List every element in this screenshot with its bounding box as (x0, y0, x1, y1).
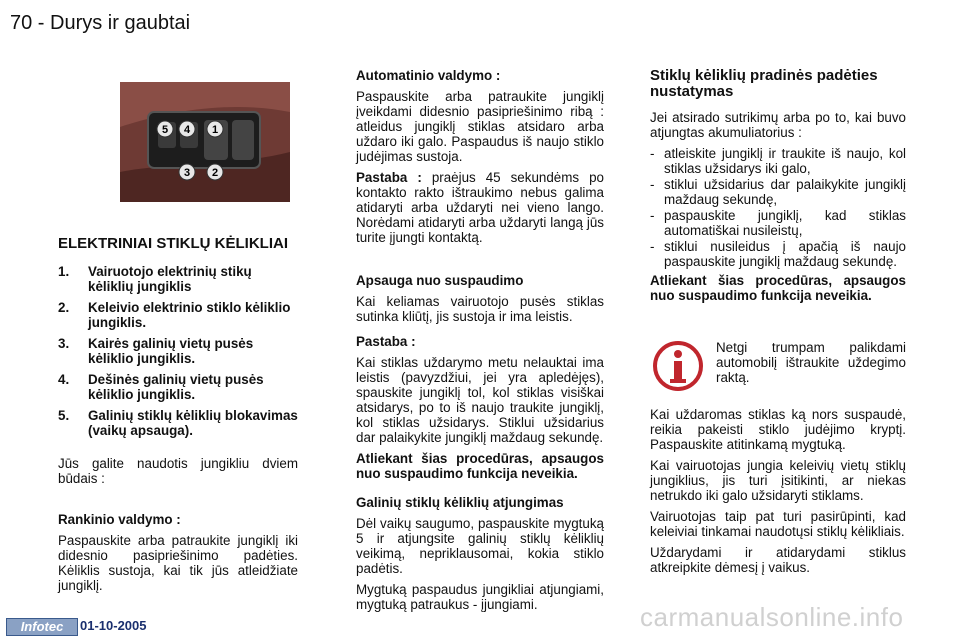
left-column (58, 236, 298, 599)
reset-steps (650, 146, 906, 269)
section-heading: ELEKTRINIAI STIKLŲ KĖLIKLIAI (58, 235, 288, 252)
list-item: - atleiskite jungiklį ir traukite iš naujo, kol stiklas užsidarys iki galo, (650, 146, 906, 176)
photo-label-1: 1 (211, 124, 219, 136)
photo-label-4: 4 (183, 124, 191, 136)
list-item: 1. Vairuotojo elektrinių stikų kėliklių jungiklis (58, 264, 252, 294)
auto-text: Paspauskite arba patraukite jungiklį įveikdami didesnio pasipriešinimo ribą : atleidus jungiklį stiklas atsidaro arba uždaro iki galo. Paspaudus iš naujo stiklo judėjimas sustoja. (356, 89, 604, 164)
note2-title: Pastaba : (356, 334, 416, 349)
right-column (650, 68, 906, 309)
reset-heading: Stiklų kėliklių pradinės padėties nustatymas (650, 67, 878, 100)
note1: Pastaba : praėjus 45 sekundėms po kontakto rakto ištraukimo nebus galima atidaryti arba uždaryti nei vieno lango. Norėdami atidaryti arba uždaryti langą jūs turite įjungti kontaktą. (356, 170, 604, 245)
rear-title: Galinių stiklų kėliklių atjungimas (356, 495, 564, 510)
manual-text: Paspauskite arba patraukite jungiklį iki didesnio pasipriešinimo padėties. Kėliklis sustoja, kai tik jūs atleidžiate jungiklį. (58, 533, 298, 593)
photo-label-3: 3 (183, 167, 191, 179)
infotec-logo: Infotec (6, 618, 78, 636)
list-item: - stiklui užsidarius dar palaikykite jungiklį maždaug sekundę, (650, 177, 906, 207)
pinch-text: Kai keliamas vairuotojo pusės stiklas sutinka kliūtį, jis sustoja ir ima leistis. (356, 294, 604, 324)
paragraph: Vairuotojas taip pat turi pasirūpinti, kad keleiviai tinkamai naudotųsi stiklų kėlikliais. (650, 509, 906, 539)
intro-text: Jūs galite naudotis jungikliu dviem būdais : (58, 456, 298, 486)
rear-text-1: Dėl vaikų saugumo, paspauskite mygtuką 5 ir atjungsite galinių stiklų kėliklių veikimą, nepriklausomai, kokia stiklo padėtis. (356, 516, 604, 576)
photo-label-2: 2 (211, 167, 219, 179)
manual-title: Rankinio valdymo : (58, 512, 181, 527)
middle-column (356, 68, 604, 618)
info-icon (652, 340, 704, 392)
warning-text: Atliekant šias procedūras, apsaugos nuo suspaudimo funkcija neveikia. (650, 273, 906, 303)
right-lower (650, 407, 906, 581)
list-item: 5. Galinių stiklų kėliklių blokavimas (vaikų apsauga). (58, 408, 298, 438)
list-item: - stiklui nusileidus į apačią iš naujo paspauskite jungiklį maždaug sekundę. (650, 239, 906, 269)
reset-intro: Jei atsirado sutrikimų arba po to, kai buvo atjungtas akumuliatorius : (650, 110, 906, 140)
page-title: 70 - Durys ir gaubtai (10, 12, 191, 34)
note2-text: Kai stiklas uždarymo metu nelauktai ima leistis (pavyzdžiui, jei yra apledėjęs), spauskite jungiklį tol, kol stiklas visiškai atsidarys, po to iš naujo traukite jungiklį, kol stiklas užsidarys. Stiklui užsidarius dar palaikykite jungiklį maždaug sekundę. (356, 355, 604, 445)
info-text: Netgi trumpam palikdami automobilį ištraukite uždegimo raktą. (716, 340, 906, 385)
window-switch-photo (120, 82, 290, 202)
auto-title: Automatinio valdymo : (356, 68, 501, 83)
pinch-title: Apsauga nuo suspaudimo (356, 273, 524, 288)
paragraph: Uždarydami ir atidarydami stiklus atkreipkite dėmesį į vaikus. (650, 545, 906, 575)
paragraph: Kai vairuotojas jungia keleivių vietų stiklų jungiklius, jis turi įsitikinti, ar niekas netrukdo iki galo užsidaryti stiklams. (650, 458, 906, 503)
watermark: carmanualsonline.info (640, 602, 904, 632)
list-item: 2. Keleivio elektrinio stiklo kėliklio jungiklis. (58, 300, 291, 330)
rear-text-2: Mygtuką paspaudus jungikliai atjungiami, mygtuką patraukus - įjungiami. (356, 582, 604, 612)
list-item: - paspauskite jungiklį, kad stiklas automatiškai nusileistų, (650, 208, 906, 238)
list-item: 3. Kairės galinių vietų pusės kėliklio jungiklis. (58, 336, 254, 366)
switch-list (58, 264, 298, 438)
footer-date: 01-10-2005 (80, 618, 147, 633)
warning-text: Atliekant šias procedūras, apsaugos nuo suspaudimo funkcija neveikia. (356, 451, 604, 481)
photo-label-5: 5 (161, 124, 169, 136)
list-item: 4. Dešinės galinių vietų pusės kėliklio jungiklis. (58, 372, 264, 402)
paragraph: Kai uždaromas stiklas ką nors suspaudė, reikia pakeisti stiklo judėjimo kryptį. Paspauskite atitinkamą mygtuką. (650, 407, 906, 452)
